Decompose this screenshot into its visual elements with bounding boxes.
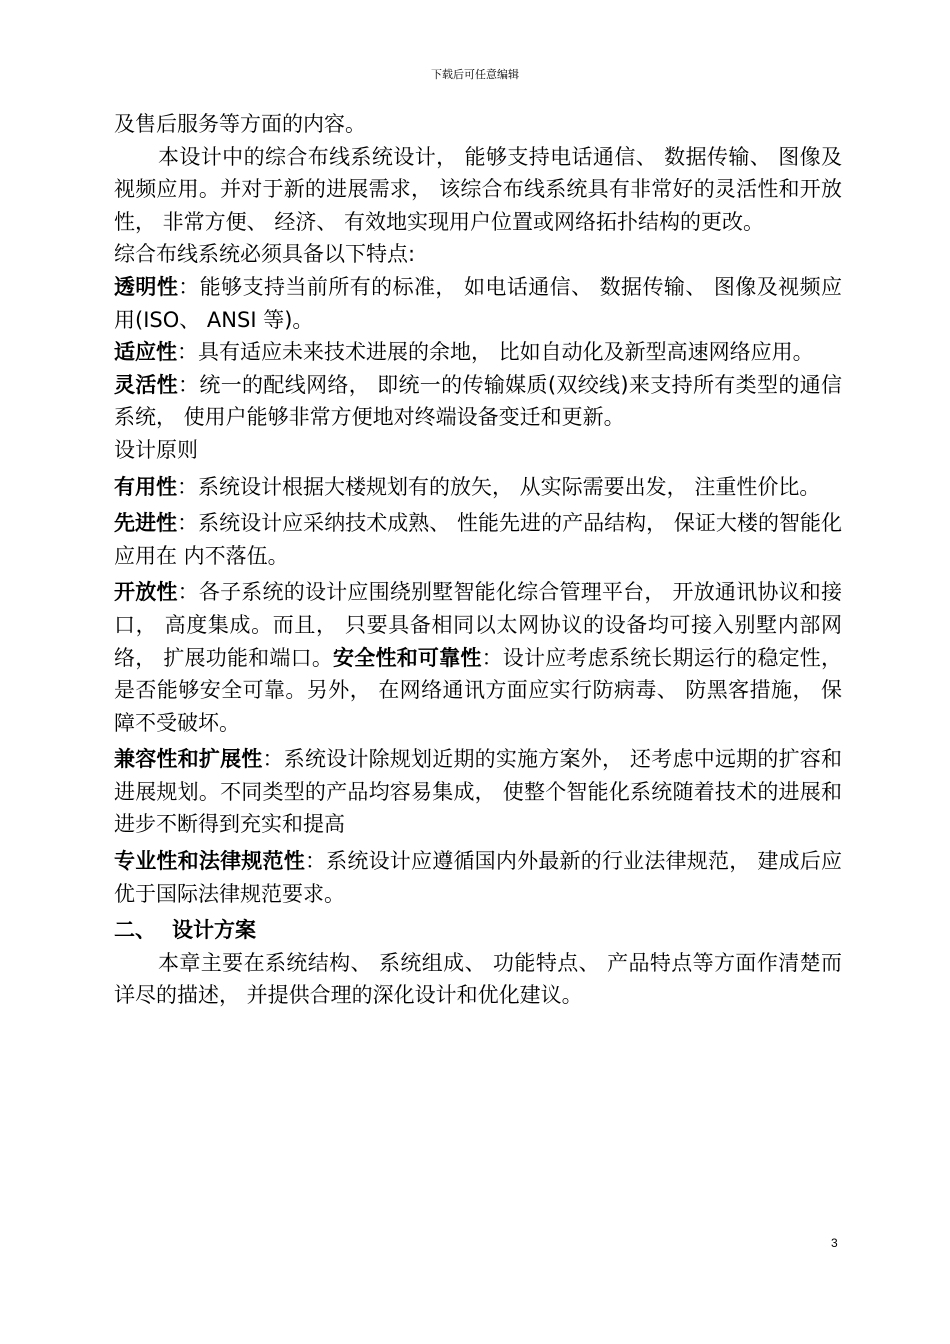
text-compatibility: ：系统设计除规划近期的实施方案外， 还考虑中远期的扩容和进展规划。不同类型的产品均容易集成， 使整个智能化系统随着技术的进展和进步不断得到充实和提高 xyxy=(114,747,842,837)
paragraph-chapter-summary: 本章主要在系统结构、 系统组成、 功能特点、 产品特点等方面作清楚而详尽的描述， 并提供合理的深化设计和优化建议。 xyxy=(114,950,842,1008)
page-header: 下载后可任意编辑 xyxy=(431,68,519,81)
paragraph-flexibility xyxy=(114,369,842,434)
section-number: 二、 xyxy=(114,918,156,943)
term-professionalism: 专业性和法律规范性 xyxy=(114,849,305,874)
paragraph-transparency xyxy=(114,271,842,336)
term-compatibility: 兼容性和扩展性 xyxy=(114,747,263,772)
section-heading-design-plan xyxy=(114,914,842,947)
term-adaptability: 适应性 xyxy=(114,340,177,365)
term-advancement: 先进性 xyxy=(114,511,178,536)
text-transparency: ：能够支持当前所有的标准， 如电话通信、 数据传输、 图像及视频应用(ISO、 ANSI 等)。 xyxy=(114,274,843,332)
paragraph-features-lead: 综合布线系统必须具备以下特点: xyxy=(114,242,416,267)
text-practicality: ：系统设计根据大楼规划有的放矢， 从实际需要出发， 注重性价比。 xyxy=(177,474,821,499)
text-adaptability: ：具有适应未来技术进展的余地， 比如自动化及新型高速网络应用。 xyxy=(177,340,814,365)
term-transparency: 透明性 xyxy=(114,274,179,299)
text-openness: ：各子系统的设计应围绕别墅智能化综合管理平台， 开放通讯协议和接口， 高度集成。而且， 只要具备相同以太网协议的设备均可接入别墅内部网络， 扩展功能和端口。 xyxy=(114,580,842,670)
text-flexibility: ：统一的配线网络， 即统一的传输媒质(双绞线)来支持所有类型的通信系统， 使用户能够非常方便地对终端设备变迁和更新。 xyxy=(114,372,843,430)
text-advancement: ：系统设计应采纳技术成熟、 性能先进的产品结构， 保证大楼的智能化应用在 内不落伍。 xyxy=(114,511,842,568)
paragraph-openness xyxy=(114,576,842,739)
heading-design-principles: 设计原则 xyxy=(114,437,198,462)
term-openness: 开放性 xyxy=(114,580,178,605)
paragraph-compatibility xyxy=(114,743,842,841)
paragraph-professionalism xyxy=(114,845,842,910)
document-body xyxy=(114,108,842,1012)
text-security: ：设计应考虑系统长期运行的稳定性， 是否能够安全可靠。另外， 在网络通讯方面应实行防病毒、 防黑客措施， 保障不受破坏。 xyxy=(114,645,843,735)
paragraph-advancement xyxy=(114,507,842,572)
text-professionalism: ：系统设计应遵循国内外最新的行业法律规范， 建成后应优于国际法律规范要求。 xyxy=(114,849,842,906)
term-practicality: 有用性 xyxy=(114,474,177,499)
paragraph-adaptability xyxy=(114,336,842,369)
paragraph-practicality xyxy=(114,471,842,504)
term-security: 安全性和可靠性 xyxy=(333,645,482,670)
paragraph-design-overview: 本设计中的综合布线系统设计， 能够支持电话通信、 数据传输、 图像及视频应用。并对于新的进展需求， 该综合布线系统具有非常好的灵活性和开放性， 非常方便、 经济、 有效地实现用户位置或网络拓扑结构的更改。 xyxy=(114,144,842,234)
paragraph-intro-tail: 及售后服务等方面的内容。 xyxy=(114,112,366,136)
term-flexibility: 灵活性 xyxy=(114,372,179,397)
section-title: 设计方案 xyxy=(172,918,256,943)
page-number: 3 xyxy=(831,1236,838,1250)
